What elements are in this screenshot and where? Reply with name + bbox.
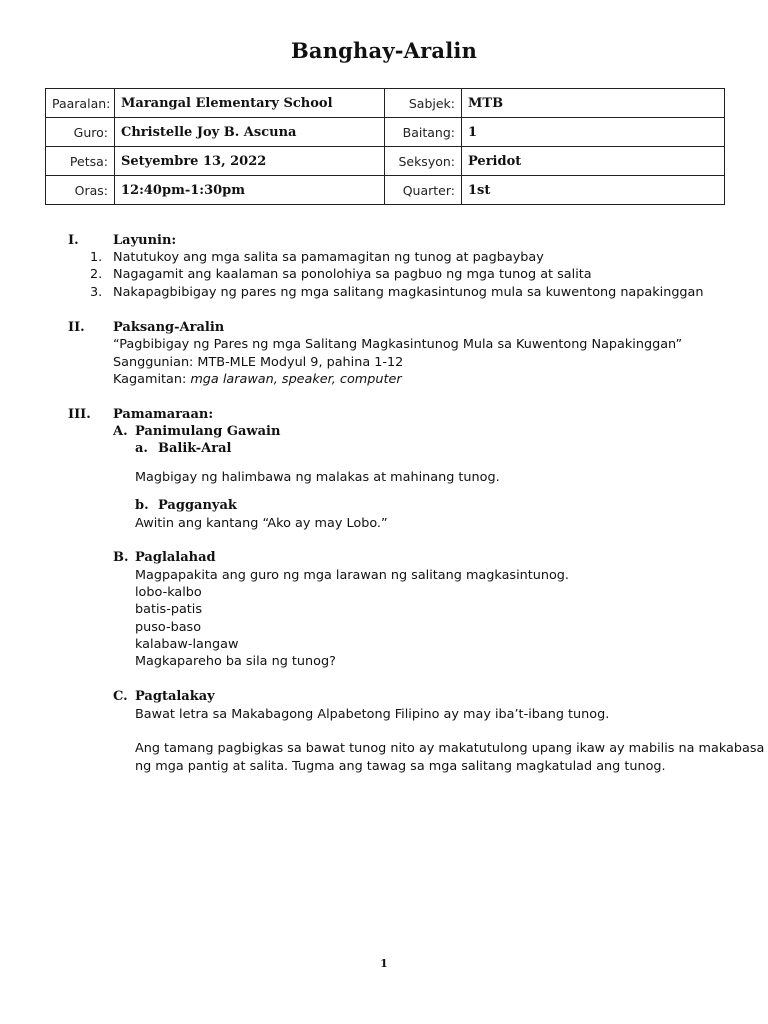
- table-row: [46, 89, 725, 118]
- date-label: Petsa:: [46, 147, 115, 176]
- section-3-title: Pamamaraan:: [113, 407, 214, 422]
- section-2-numeral: II.: [68, 320, 85, 335]
- part-b-letter: B.: [113, 550, 129, 565]
- teacher-value: Christelle Joy B. Ascuna: [115, 118, 385, 147]
- teacher-label: Guro:: [46, 118, 115, 147]
- table-row: [46, 118, 725, 147]
- materials-line: [113, 371, 402, 389]
- review-text: Magbigay ng halimbawa ng malakas at mahinang tunog.: [135, 470, 500, 485]
- word-pair: batis-patis: [135, 602, 203, 617]
- part-c-title: Pagtalakay: [135, 689, 215, 704]
- quarter-label: Quarter:: [385, 176, 462, 205]
- school-value: Marangal Elementary School: [115, 89, 385, 118]
- time-label: Oras:: [46, 176, 115, 205]
- subpart-a-title: Balik-Aral: [158, 441, 232, 456]
- reference-text: Sanggunian: MTB-MLE Modyul 9, pahina 1-12: [113, 355, 404, 370]
- section-2-title: Paksang-Aralin: [113, 320, 225, 335]
- subpart-b-letter: b.: [135, 498, 149, 513]
- quarter-value: 1st: [462, 176, 725, 205]
- objective-1-text: Natutukoy ang mga salita sa pamamagitan ng tunog at pagbaybay: [113, 250, 544, 265]
- objective-3-text: Nakapagbibigay ng pares ng mga salitang magkasintunog mula sa kuwentong napakinggan: [113, 285, 704, 300]
- discussion-line-2: Ang tamang pagbigkas sa bawat tunog nito ay makatutulong upang ikaw ay mabilis na makabasa: [135, 741, 765, 756]
- objective-1-number: 1.: [90, 250, 103, 265]
- subject-label: Sabjek:: [385, 89, 462, 118]
- presentation-line: Magpapakita ang guro ng mga larawan ng salitang magkasintunog.: [135, 568, 570, 583]
- word-pair: puso-baso: [135, 620, 202, 635]
- discussion-line-3: ng mga pantig at salita. Tugma ang tawag sa mga salitang magkatulad ang tunog.: [135, 759, 666, 774]
- materials-text: mga larawan, speaker, computer: [190, 372, 402, 387]
- part-a-title: Panimulang Gawain: [135, 424, 281, 439]
- date-value: Setyembre 13, 2022: [115, 147, 385, 176]
- table-row: [46, 147, 725, 176]
- document-title: Banghay-Aralin: [290, 38, 478, 63]
- part-b-title: Paglalahad: [135, 550, 216, 565]
- school-label: Paaralan:: [46, 89, 115, 118]
- section-1-numeral: I.: [68, 233, 79, 248]
- discussion-line-1: Bawat letra sa Makabagong Alpabetong Filipino ay may iba’t-ibang tunog.: [135, 707, 610, 722]
- time-value: 12:40pm-1:30pm: [115, 176, 385, 205]
- page-number: 1: [380, 957, 388, 970]
- table-row: [46, 176, 725, 205]
- question-line: Magkapareho ba sila ng tunog?: [135, 654, 336, 669]
- section-1-title: Layunin:: [113, 233, 177, 248]
- section-label: Seksyon:: [385, 147, 462, 176]
- objective-3-number: 3.: [90, 285, 103, 300]
- word-pair: lobo-kalbo: [135, 585, 202, 600]
- subpart-a-letter: a.: [135, 441, 148, 456]
- motivation-text: Awitin ang kantang “Ako ay may Lobo.”: [135, 516, 388, 531]
- objective-2-text: Nagagamit ang kaalaman sa ponolohiya sa pagbuo ng mga tunog at salita: [113, 267, 592, 282]
- part-a-letter: A.: [113, 424, 128, 439]
- word-pair: kalabaw-langaw: [135, 637, 239, 652]
- topic-text: “Pagbibigay ng Pares ng mga Salitang Magkasintunog Mula sa Kuwentong Napakinggan”: [113, 337, 683, 352]
- part-c-letter: C.: [113, 689, 128, 704]
- section-value: Peridot: [462, 147, 725, 176]
- materials-label: Kagamitan:: [113, 372, 191, 387]
- lesson-info-table: [45, 88, 725, 205]
- section-3-numeral: III.: [68, 407, 91, 422]
- grade-label: Baitang:: [385, 118, 462, 147]
- subject-value: MTB: [462, 89, 725, 118]
- grade-value: 1: [462, 118, 725, 147]
- subpart-b-title: Pagganyak: [158, 498, 237, 513]
- objective-2-number: 2.: [90, 267, 103, 282]
